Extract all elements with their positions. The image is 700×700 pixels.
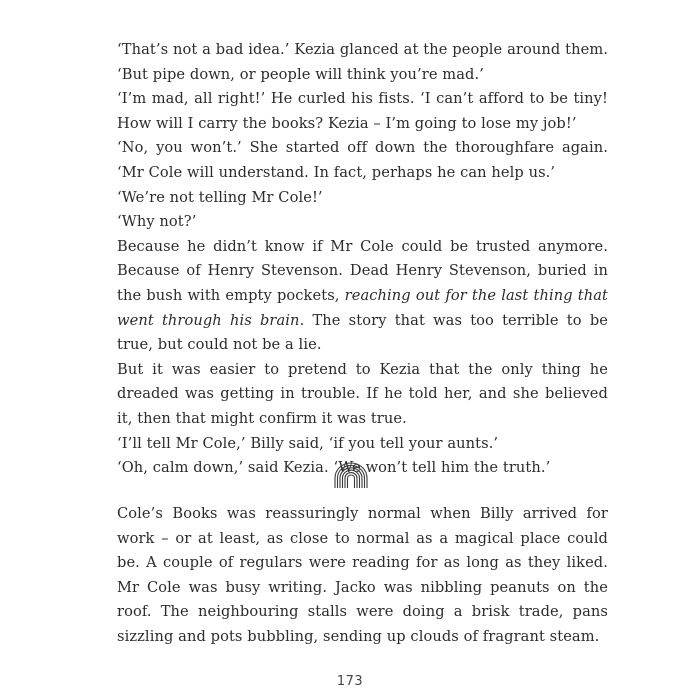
paragraph-7-text: But it was easier to pretend to Kezia that the only thing he dreaded was getting in trouble. If he told her, and she believed it, then that might confirm it was true. (117, 360, 608, 427)
paragraph-2 (117, 87, 608, 136)
paragraph-8 (117, 432, 608, 457)
paragraph-2-text: ‘I’m mad, all right!’ He curled his fists. ‘I can’t afford to be tiny! How will I carry the books? Kezia – I’m going to lose my job!’ (117, 90, 608, 132)
paragraph-10-text: Cole’s Books was reassuringly normal when Billy arrived for work – or at least, as close to normal as a magical place could be. A couple of regulars were reading for as long as they liked. Mr Cole was busy writing. Jacko was nibbling peanuts on the roof. The neighbouring stalls were doing a brisk trade, pans sizzling and pots bubbling, sending up clouds of fragrant steam. (117, 505, 608, 645)
rainbow-arch-ornament-svg (334, 462, 368, 488)
paragraph-1-text: ‘That’s not a bad idea.’ Kezia glanced at the people around them. ‘But pipe down, or people will think you’re mad.’ (117, 41, 608, 83)
paragraph-4 (117, 186, 608, 211)
paragraph-10 (117, 502, 608, 650)
paragraph-8-text: ‘I’ll tell Mr Cole,’ Billy said, ‘if you tell your aunts.’ (117, 434, 499, 452)
page-number: 173 (336, 674, 364, 689)
text-block-top (117, 38, 608, 481)
paragraph-6 (117, 235, 608, 358)
paragraph-9-text: ‘Oh, calm down,’ said Kezia. ‘We won’t tell him the truth.’ (117, 459, 551, 477)
paragraph-5 (117, 210, 608, 235)
text-block-bottom (117, 502, 608, 650)
paragraph-5-text: ‘Why not?’ (117, 213, 197, 231)
rainbow-arch-ornament-icon (334, 462, 368, 488)
paragraph-3-text: ‘No, you won’t.’ She started off down the thoroughfare again. ‘Mr Cole will understand. In fact, perhaps he can help us.’ (117, 139, 608, 181)
paragraph-6-text-italic: reaching out for the last thing that went through his brain (117, 286, 608, 329)
paragraph-1 (117, 38, 608, 87)
paragraph-7 (117, 358, 608, 432)
paragraph-4-text: ‘We’re not telling Mr Cole!’ (117, 188, 323, 206)
paragraph-3 (117, 136, 608, 185)
paragraph-6-text-before: Because he didn’t know if Mr Cole could be trusted anymore. Because of Henry Stevenson. Dead Henry Stevenson, buried in the bush with empty pockets, (117, 237, 608, 304)
paragraph-6-text-after: . The story that was too terrible to be true, but could not be a lie. (117, 311, 608, 354)
